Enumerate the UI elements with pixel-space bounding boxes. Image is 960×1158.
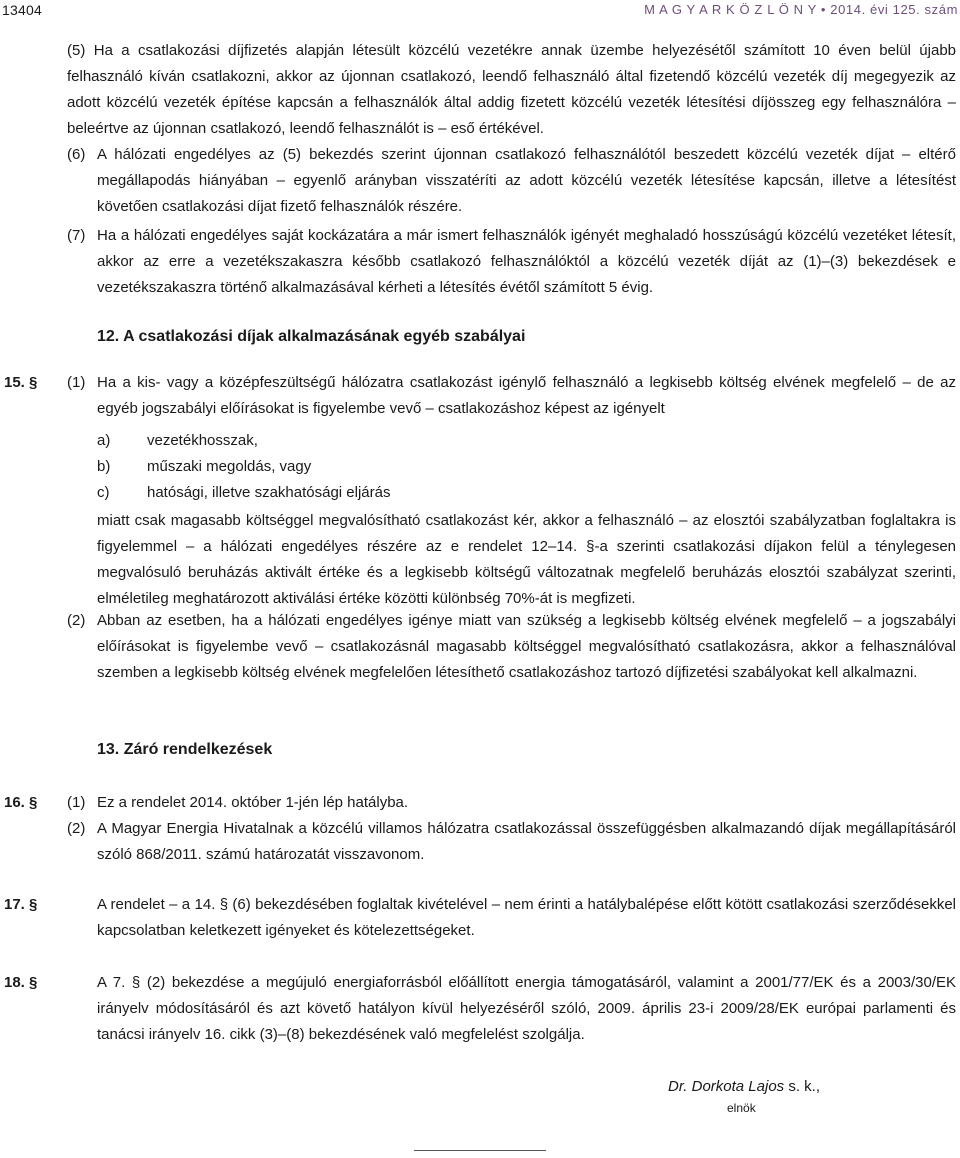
section-16-number: 16. §: [4, 794, 38, 811]
section-18-number: 18. §: [4, 974, 38, 991]
section-16-p2-label: (2): [67, 820, 86, 837]
bottom-divider: [414, 1150, 546, 1151]
section-17-number: 17. §: [4, 896, 38, 913]
section-15-p2-label: (2): [67, 612, 86, 629]
chapter-heading-12: 12. A csatlakozási díjak alkalmazásának egyéb szabályai: [97, 328, 526, 345]
paragraph-7-label: (7): [67, 227, 86, 244]
page-header: [0, 0, 960, 30]
list-item-label: c): [97, 484, 110, 501]
section-15-p1-intro: Ha a kis- vagy a középfeszültségű hálózatra csatlakozást igénylő felhasználó a legkisebb költség elvének megfelelő – de az egyéb jogszabályi előírásokat is figyelembe vevő – csatlakozáshoz képest az igényelt: [97, 374, 956, 417]
page-number: 13404: [2, 2, 42, 18]
section-18-text: A 7. § (2) bekezdése a megújuló energiaforrásból előállított energia támogatásáról, valamint a 2001/77/EK és a 2003/30/EK irányelv módosításáról és azt követő hatályon kívül helyezéséről szóló, 2009. április 23-i 2009/28/EK európai parlamenti és tanácsi irányelv 16. cikk (3)–(8) bekezdésének való megfelelést szolgálja.: [97, 974, 956, 1043]
running-title: M A G Y A R K Ö Z L Ö N Y • 2014. évi 125. szám: [644, 2, 958, 17]
signatory-name: Dr. Dorkota Lajos: [668, 1078, 785, 1095]
list-item-text: vezetékhosszak,: [147, 432, 258, 449]
section-16-p2: A Magyar Energia Hivatalnak a közcélú villamos hálózatra csatlakozással összefüggésben alkalmazandó díjak megállapításáról szóló 868/2011. számú határozatát visszavonom.: [97, 820, 956, 863]
section-16-p1-label: (1): [67, 794, 86, 811]
section-15-p2: Abban az esetben, ha a hálózati engedélyes igénye miatt van szükség a legkisebb költség elvének megfelelő – a jogszabályi előírásokat is figyelembe vevő – csatlakozásnál magasabb költséggel megvalósítható csatlakozásra, akkor a felhasználóval szemben a legkisebb költség elvének megfelelően létesíthető csatlakozáshoz tartozó díjfizetési szabályokat kell alkalmazni.: [97, 612, 956, 681]
list-item-text: hatósági, illetve szakhatósági eljárás: [147, 484, 391, 501]
signature: [668, 1076, 820, 1098]
paragraph-6: A hálózati engedélyes az (5) bekezdés szerint újonnan csatlakozó felhasználótól beszedett közcélú vezeték díjat – eltérő megállapodás hiányában – egyenlő arányban visszatéríti az adott közcélú vezeték létesítése kapcsán, illetve a létesítést követően csatlakozási díjat fizető felhasználók részére.: [97, 146, 956, 215]
chapter-heading-13: 13. Záró rendelkezések: [97, 741, 273, 758]
section-17-text: A rendelet – a 14. § (6) bekezdésében foglaltak kivételével – nem érinti a hatálybalépése előtt kötött csatlakozási szerződésekkel kapcsolatban keletkezett igényeket és kötelezettségeket.: [97, 896, 956, 939]
section-16-p1: Ez a rendelet 2014. október 1-jén lép hatályba.: [97, 794, 409, 811]
list-item-text: műszaki megoldás, vagy: [147, 458, 312, 475]
section-15-p1-continuation: miatt csak magasabb költséggel megvalósítható csatlakozást kér, akkor a felhasználó – az elosztói szabályzatban foglaltakra is figyelemmel – a hálózati engedélyes részére az e rendelet 12–14. §-a szerinti csatlakozási díjakon felül a ténylegesen megvalósuló beruházás aktivált értéke és a legkisebb költségű változatnak megfelelő beruházás elosztói szabályzat szerinti, elméletileg meghatározott aktiválási értéke közötti különbség 70%-át is megfizeti.: [97, 512, 956, 607]
section-15-p1-label: (1): [67, 374, 86, 391]
paragraph-7: Ha a hálózati engedélyes saját kockázatára a már ismert felhasználók igényét meghaladó hosszúságú közcélú vezetéket létesít, akkor az erre a vezetékszakaszra később csatlakozó felhasználóktól a közcélú vezeték díját az (1)–(3) bekezdések e vezetékszakaszra történő alkalmazásával kérheti a létesítés évétől számított 5 évig.: [97, 227, 956, 296]
section-15-number: 15. §: [4, 374, 38, 391]
list-item-label: a): [97, 432, 111, 449]
list-item-label: b): [97, 458, 111, 475]
signatory-title: elnök: [727, 1101, 756, 1115]
signature-suffix: s. k.,: [784, 1078, 820, 1095]
paragraph-6-label: (6): [67, 146, 86, 163]
paragraph-5: (5) Ha a csatlakozási díjfizetés alapján létesült közcélú vezetékre annak üzembe helyezésétől számított 10 éven belül újabb felhasználó kíván csatlakozni, akkor az újonnan csatlakozó, leendő felhasználó által fizetendő közcélú vezeték díj megegyezik az adott közcélú vezeték építése kapcsán a felhasználók által addig fizetett közcélú vezeték létesítési díjösszeg egy felhasználóra – beleértve az újonnan csatlakozó, leendő felhasználót is – eső értékével.: [67, 42, 956, 137]
